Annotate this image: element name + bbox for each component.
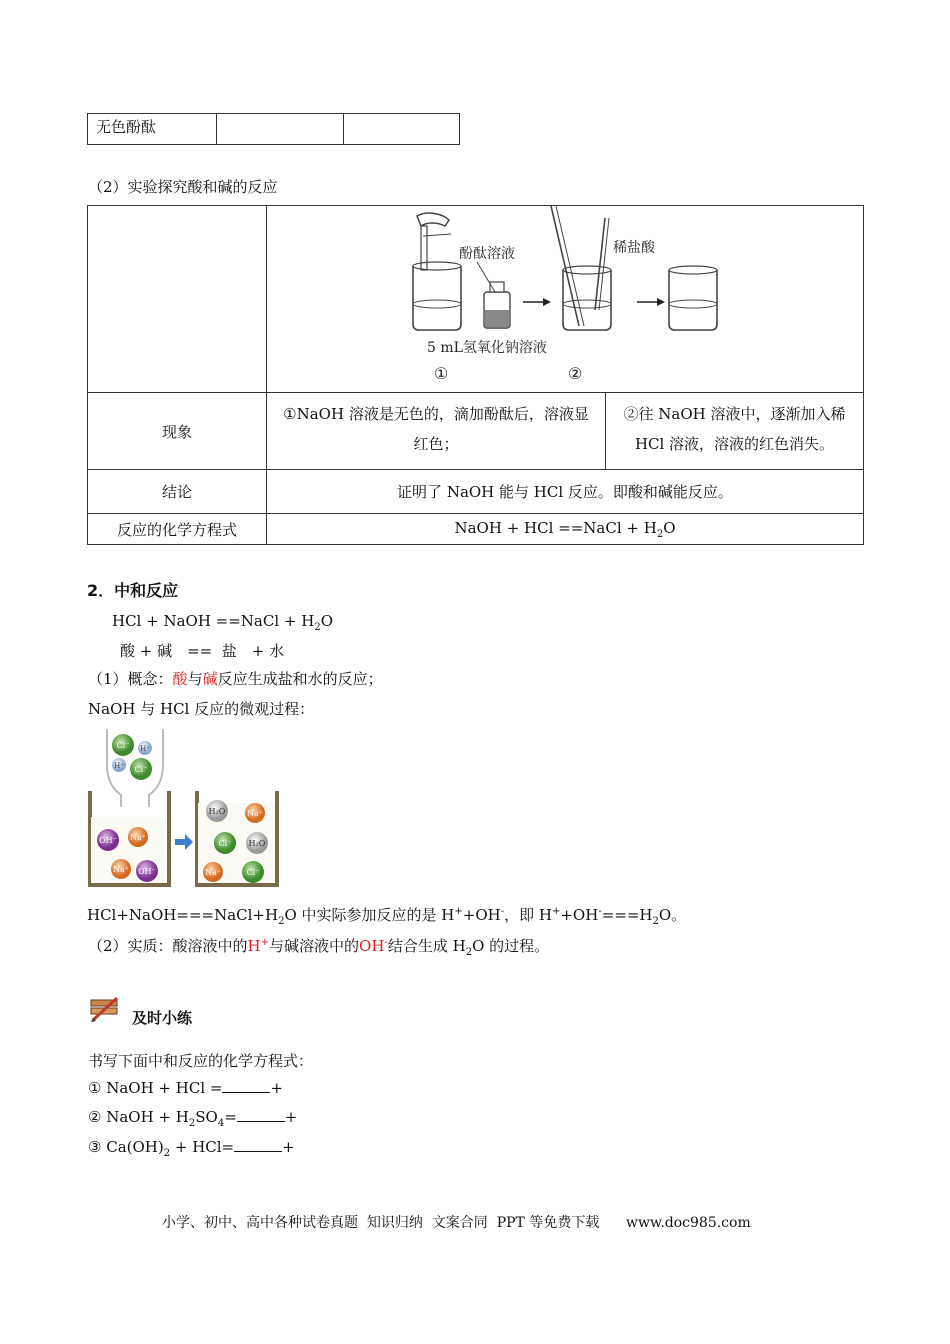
experiment-table <box>87 205 864 545</box>
practice-title: 及时小练 <box>132 1009 193 1027</box>
top-table-label: 无色酚酞 <box>88 114 217 145</box>
svg-text:H⁺: H⁺ <box>140 745 150 753</box>
experiment-figure <box>267 206 863 392</box>
conclusion-text: 证明了 NaOH 能与 HCl 反应。即酸和碱能反应。 <box>267 470 864 514</box>
top-table <box>87 113 460 145</box>
equation-text: NaOH + HCl ==NaCl + $H_2O$ <box>267 514 864 545</box>
answer-blank[interactable] <box>222 1078 270 1093</box>
neutralization-equation: HCl + NaOH ==NaCl + $H_2O$ <box>112 612 334 633</box>
section-2-heading: 2．中和反应 <box>87 581 179 600</box>
figure-label-cell <box>88 206 267 393</box>
practice-q2: ② NaOH + $H_2SO_4=$ + <box>88 1108 298 1129</box>
label-hcl: 稀盐酸 <box>613 240 655 256</box>
svg-text:Na⁺: Na⁺ <box>247 809 263 818</box>
essence-line: （2）实质：酸溶液中的H+与碱溶液中的OH-结合生成 $H_2O$ 的过程。 <box>88 937 550 958</box>
practice-q3: ③ $Ca(OH)_2 + HCl=$ + <box>88 1138 295 1159</box>
equation-label: 反应的化学方程式 <box>88 514 267 545</box>
practice-q1: ① NaOH + HCl = + <box>88 1079 284 1097</box>
word-equation: 酸 + 碱 == 盐 + 水 <box>120 642 285 660</box>
svg-text:Cl⁻: Cl⁻ <box>246 868 260 877</box>
concept-line: （1）概念：酸与碱反应生成盐和水的反应； <box>88 670 383 688</box>
micro-process-figure <box>87 725 283 893</box>
section-b-heading: （2）实验探究酸和碱的反应 <box>88 178 278 196</box>
micro-title: NaOH 与 HCl 反应的微观过程： <box>88 700 315 718</box>
step-2-label: ② <box>568 364 583 383</box>
phenomenon-1: ①NaOH 溶液是无色的，滴加酚酞后，溶液显红色； <box>267 393 606 470</box>
footer-url[interactable]: www.doc985.com <box>626 1215 751 1231</box>
svg-text:OH⁻: OH⁻ <box>138 867 156 876</box>
top-table-cell <box>344 114 460 145</box>
conclusion-label: 结论 <box>88 470 267 514</box>
phenomenon-label: 现象 <box>88 393 267 470</box>
phenomenon-2: ②往 NaOH 溶液中，逐渐加入稀 HCl 溶液，溶液的红色消失。 <box>606 393 864 470</box>
svg-text:Na⁺: Na⁺ <box>205 868 221 877</box>
svg-text:H⁺: H⁺ <box>114 762 124 770</box>
hand-icon <box>417 213 449 226</box>
svg-text:H₂O: H₂O <box>208 807 226 816</box>
beaker-1-icon <box>413 266 461 330</box>
arrow-icon <box>175 834 193 850</box>
pencil-book-icon <box>89 996 121 1022</box>
svg-text:OH⁻: OH⁻ <box>99 836 117 845</box>
top-table-cell <box>217 114 344 145</box>
label-naoh: 5 mL氢氧化钠溶液 <box>427 340 547 356</box>
experiment-figure-cell <box>267 206 864 393</box>
svg-text:Na⁺: Na⁺ <box>113 865 129 874</box>
footer <box>162 1212 751 1232</box>
footer-text: 小学、初中、高中各种试卷真题 知识归纳 文案合同 PPT 等免费下载 <box>162 1215 600 1231</box>
svg-text:Na⁺: Na⁺ <box>130 833 146 842</box>
practice-prompt: 书写下面中和反应的化学方程式： <box>88 1052 314 1070</box>
svg-text:Cl⁻: Cl⁻ <box>116 741 130 750</box>
step-1-label: ① <box>434 364 449 383</box>
svg-text:H₂O: H₂O <box>248 839 266 848</box>
label-phenol: 酚酞溶液 <box>459 246 515 262</box>
answer-blank[interactable] <box>234 1137 282 1152</box>
answer-blank[interactable] <box>237 1107 285 1122</box>
svg-text:Cl⁻: Cl⁻ <box>218 839 232 848</box>
svg-text:Cl⁻: Cl⁻ <box>134 765 148 774</box>
actual-reaction-line: $HCl+NaOH===NaCl+H_2O$ 中实际参加反应的是 H++OH-，即 $H^++OH^-===H_2O$。 <box>87 906 687 927</box>
